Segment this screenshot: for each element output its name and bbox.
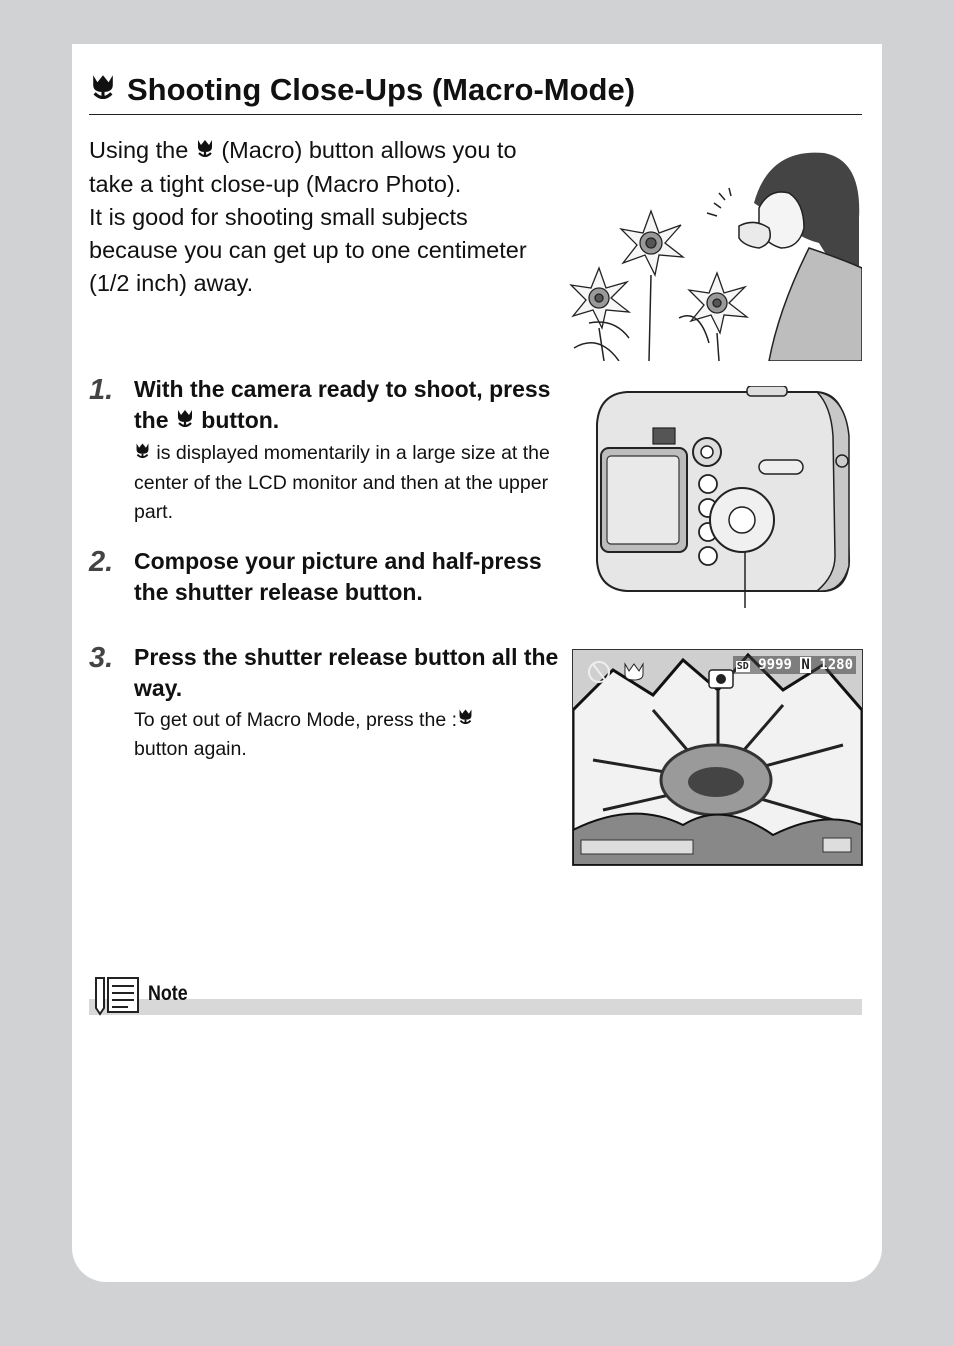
notepad-icon <box>92 974 142 1021</box>
intro-text-1: Using the <box>89 137 189 163</box>
intro-text-3: It is good for shooting small subjects because you can get up to one centimeter (1/2 inch) away. <box>89 204 527 297</box>
step-body <box>134 439 559 526</box>
step-heading <box>134 374 559 437</box>
manual-page <box>72 44 882 1282</box>
lcd-monitor-illustration <box>572 649 863 866</box>
woman-photographing-flowers-illustration <box>569 148 862 361</box>
macro-icon <box>457 704 474 733</box>
macro-icon <box>89 69 117 109</box>
camera-back-illustration <box>587 386 855 608</box>
step-heading-text: button. <box>201 407 280 433</box>
step-heading: Compose your picture and half-press the shutter release button. <box>134 548 542 605</box>
quality-icon: N <box>801 657 810 673</box>
step-body-text: To get out of Macro Mode, press the : <box>134 709 457 731</box>
intro-paragraph <box>89 134 559 300</box>
step-heading: Press the shutter release button all the way. <box>134 644 559 701</box>
lcd-status-bar <box>733 656 856 674</box>
step-1 <box>89 374 559 527</box>
step-3 <box>89 642 559 764</box>
step-body-text: button again. <box>134 738 247 761</box>
step-number: 1. <box>89 374 114 406</box>
step-heading-text: With the camera ready to shoot, press the <box>134 376 551 433</box>
intro-text-2: (Macro) button allows you to take a tight close-up (Macro Photo). <box>89 137 517 198</box>
image-size: 1280 <box>819 657 853 673</box>
macro-icon <box>134 438 151 467</box>
step-number: 2. <box>89 546 114 578</box>
section-title <box>89 70 862 115</box>
macro-icon <box>195 133 215 166</box>
macro-icon <box>175 404 195 435</box>
remaining-shots: 9999 <box>758 657 792 673</box>
sd-card-icon: SD <box>736 661 749 672</box>
step-body-text: is displayed momentarily in a large size at the center of the LCD monitor and then at the upper part. <box>134 442 550 523</box>
note-label: Note <box>148 982 188 1005</box>
step-2 <box>89 546 559 608</box>
step-body <box>134 706 559 764</box>
step-number: 3. <box>89 642 114 674</box>
note-bar <box>89 999 862 1015</box>
title-text: Shooting Close-Ups (Macro-Mode) <box>127 72 636 107</box>
